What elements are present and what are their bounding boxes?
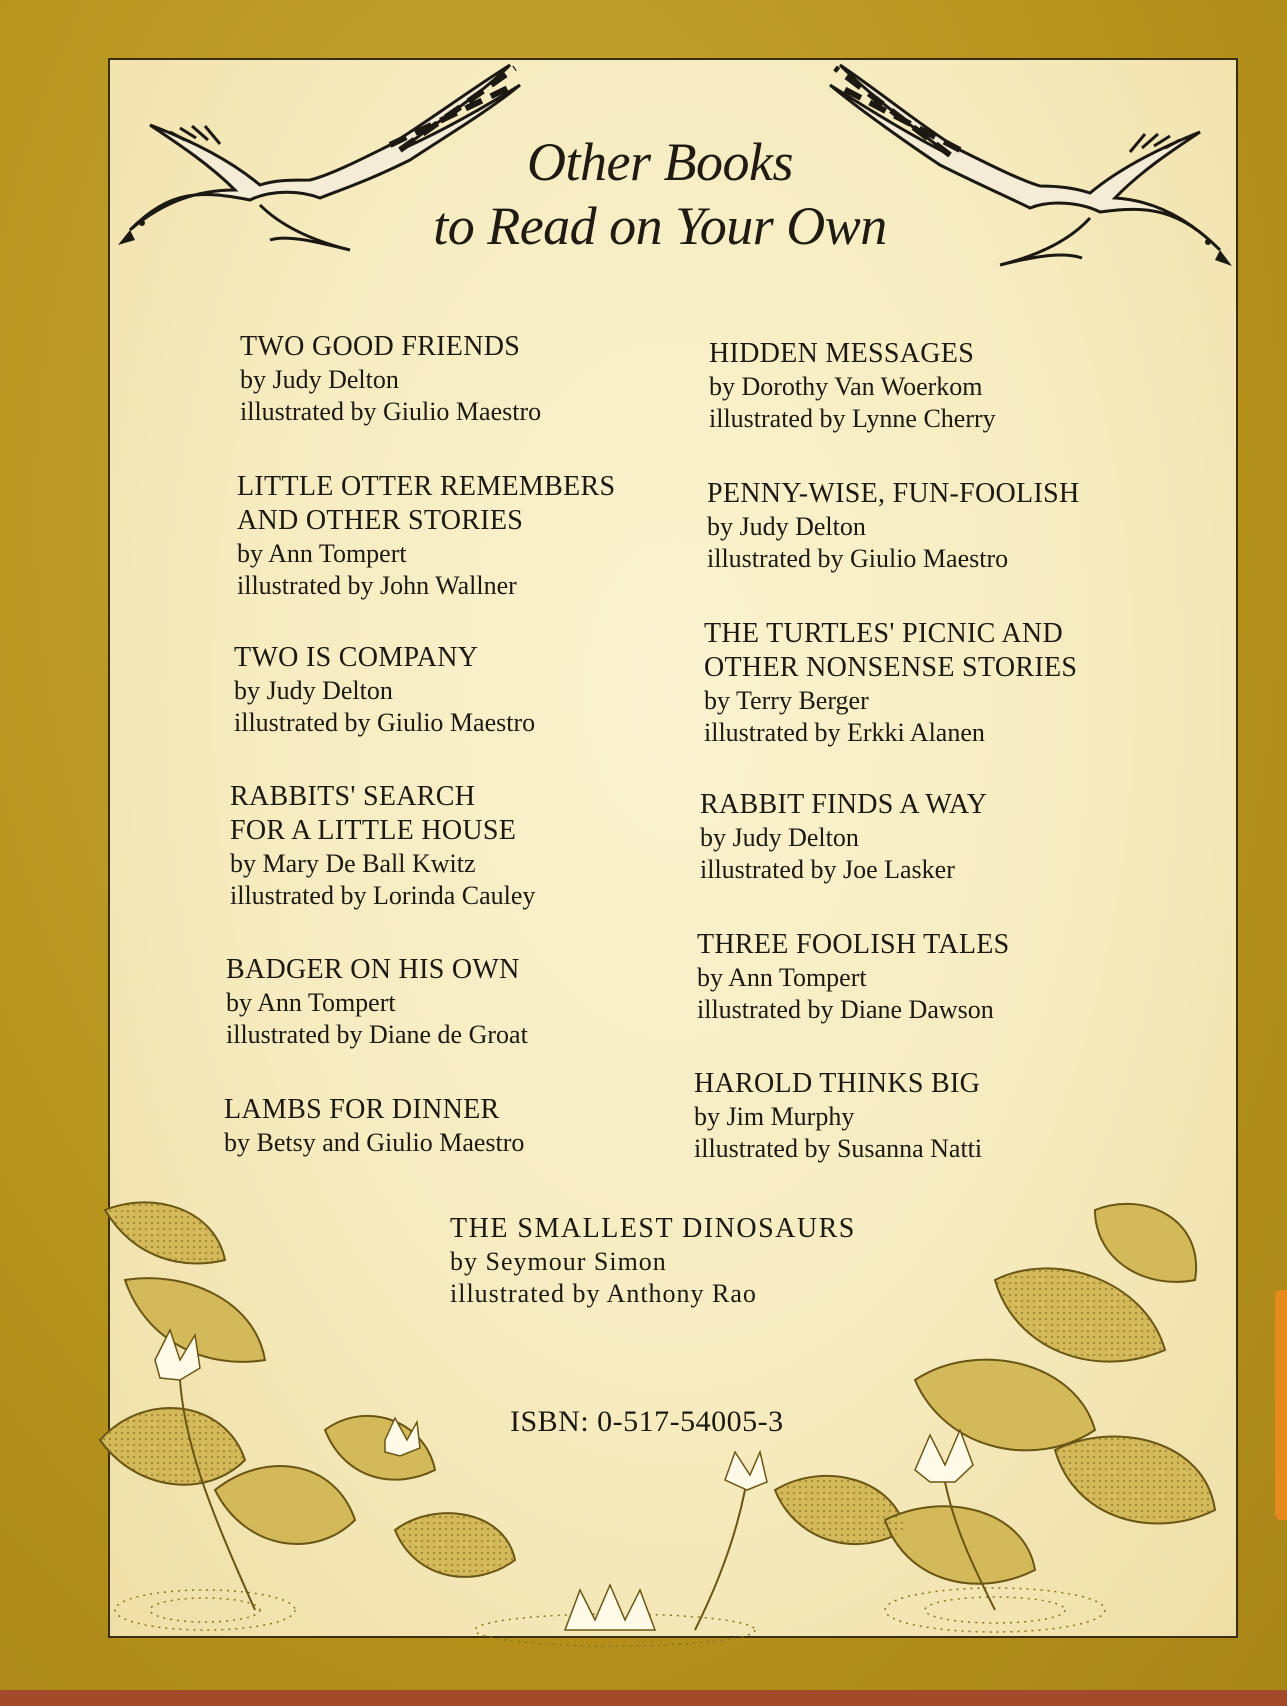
book-author: by Betsy and Giulio Maestro — [224, 1128, 525, 1157]
book-title: RABBITS' SEARCH — [230, 781, 476, 812]
book-illustrator: illustrated by Giulio Maestro — [240, 397, 542, 426]
book-title: OTHER NONSENSE STORIES — [704, 652, 1078, 683]
book-title: TWO GOOD FRIENDS — [240, 331, 521, 362]
book-author: by Ann Tompert — [697, 963, 867, 992]
book-entry — [234, 641, 535, 739]
book-title: RABBIT FINDS A WAY — [700, 789, 988, 820]
book-illustrator: illustrated by Joe Lasker — [700, 855, 955, 884]
book-title: THE TURTLES' PICNIC AND — [704, 618, 1063, 649]
book-title: FOR A LITTLE HOUSE — [230, 815, 517, 846]
book-entry — [700, 788, 987, 886]
book-illustrator: illustrated by Giulio Maestro — [707, 544, 1009, 573]
book-entry — [450, 1212, 856, 1310]
page-title — [360, 130, 960, 258]
book-entry — [240, 330, 541, 428]
isbn-number: ISBN: 0-517-54005-3 — [510, 1405, 784, 1438]
book-illustrator: illustrated by Giulio Maestro — [234, 708, 536, 737]
bottom-page-edge — [0, 1690, 1287, 1706]
book-author: by Judy Delton — [240, 365, 399, 394]
book-author: by Dorothy Van Woerkom — [709, 372, 983, 401]
book-illustrator: illustrated by Lynne Cherry — [709, 404, 996, 433]
book-title: THREE FOOLISH TALES — [697, 929, 1010, 960]
book-author: by Terry Berger — [704, 686, 869, 715]
book-title: HIDDEN MESSAGES — [709, 338, 975, 369]
book-illustrator: illustrated by Lorinda Cauley — [230, 881, 536, 910]
book-illustrator: illustrated by Diane Dawson — [697, 995, 994, 1024]
book-entry — [709, 337, 996, 435]
book-entry — [230, 780, 535, 912]
book-illustrator: illustrated by Susanna Natti — [694, 1134, 983, 1163]
book-author: by Seymour Simon — [450, 1247, 667, 1276]
book-author: by Judy Delton — [707, 512, 866, 541]
book-author: by Ann Tompert — [237, 539, 407, 568]
book-entry — [694, 1067, 982, 1165]
book-title: LAMBS FOR DINNER — [224, 1094, 500, 1125]
book-entry — [707, 477, 1079, 575]
book-title: LITTLE OTTER REMEMBERS — [237, 471, 616, 502]
book-illustrator: illustrated by John Wallner — [237, 571, 517, 600]
orange-tab-edge — [1275, 1290, 1287, 1520]
book-entry — [704, 617, 1077, 749]
title-line: to Read on Your Own — [433, 196, 887, 256]
book-author: by Ann Tompert — [226, 988, 396, 1017]
book-entry — [237, 470, 615, 602]
book-illustrator: illustrated by Diane de Groat — [226, 1020, 528, 1049]
book-title: THE SMALLEST DINOSAURS — [450, 1213, 856, 1244]
book-title: PENNY-WISE, FUN-FOOLISH — [707, 478, 1080, 509]
book-entry — [226, 953, 528, 1051]
book-illustrator: illustrated by Anthony Rao — [450, 1279, 757, 1308]
book-author: by Mary De Ball Kwitz — [230, 849, 476, 878]
book-title: AND OTHER STORIES — [237, 505, 524, 536]
book-entry — [224, 1093, 524, 1159]
book-author: by Judy Delton — [700, 823, 859, 852]
book-author: by Judy Delton — [234, 676, 393, 705]
book-illustrator: illustrated by Erkki Alanen — [704, 718, 985, 747]
book-title: TWO IS COMPANY — [234, 642, 479, 673]
book-title: BADGER ON HIS OWN — [226, 954, 520, 985]
title-line: Other Books — [527, 132, 793, 192]
book-author: by Jim Murphy — [694, 1102, 855, 1131]
book-entry — [697, 928, 1010, 1026]
book-title: HAROLD THINKS BIG — [694, 1068, 981, 1099]
